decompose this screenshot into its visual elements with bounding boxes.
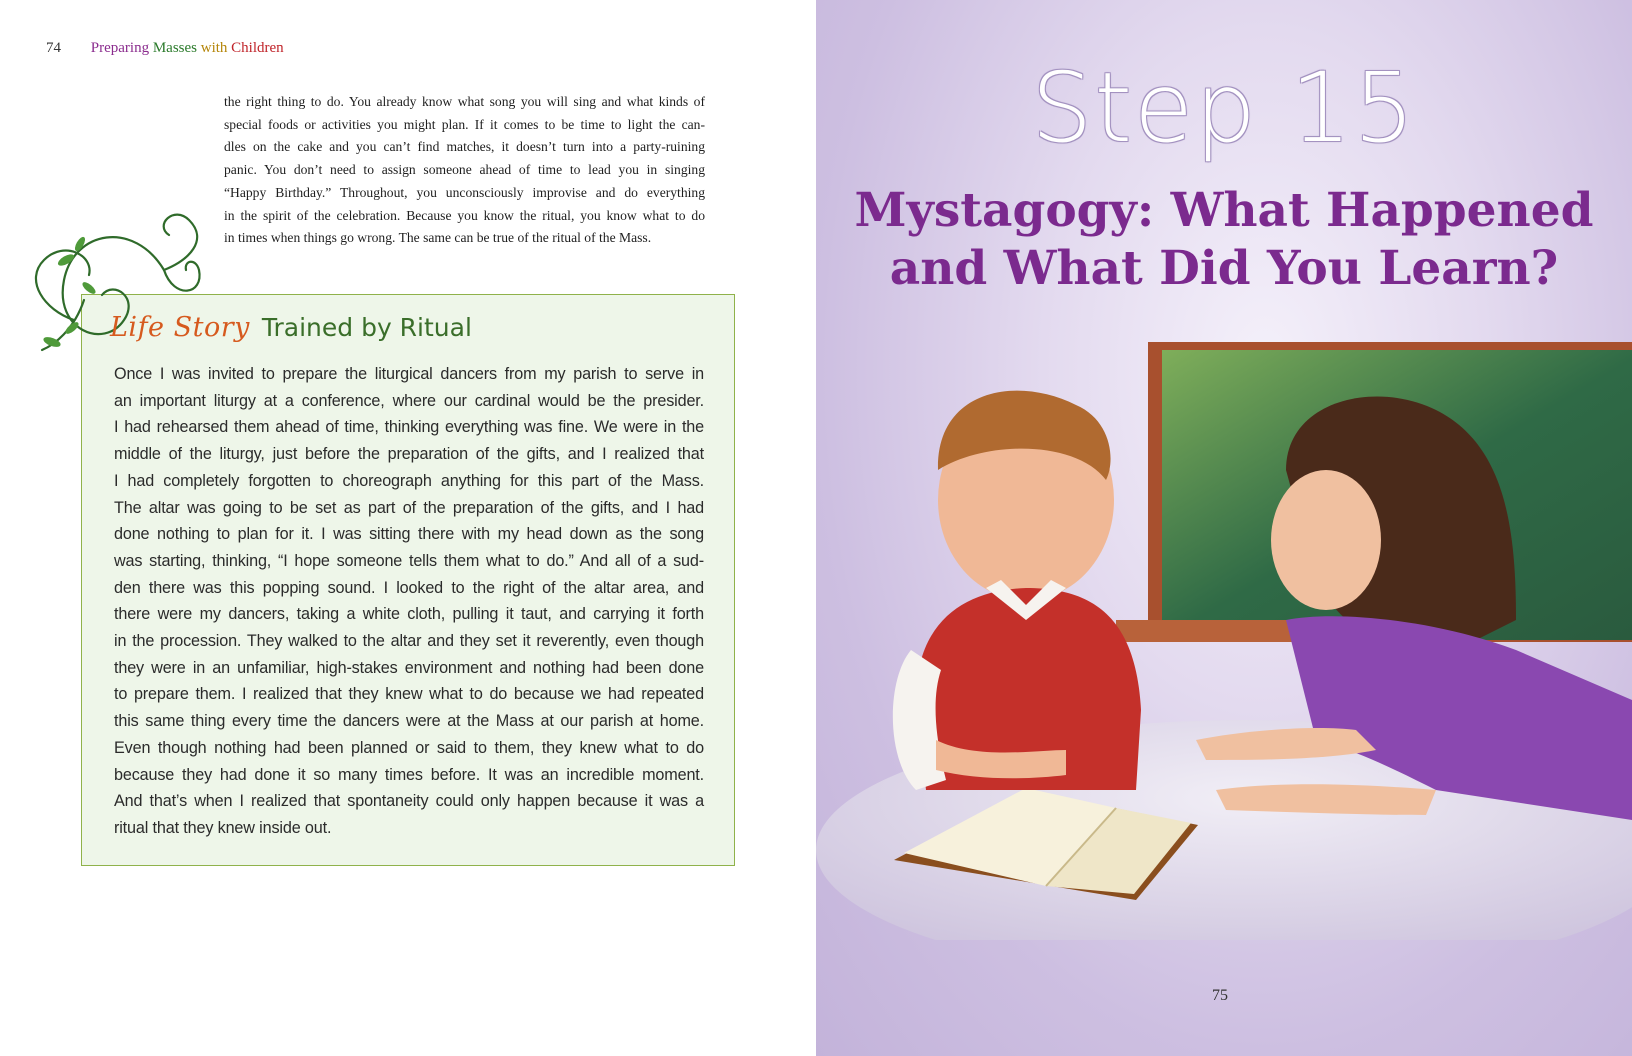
chapter-title-line: Mystagogy: What Happened <box>854 183 1594 238</box>
running-head-word: Preparing <box>90 40 150 56</box>
story-line: Once I was invited to prepare the liturgical dancers from my parish to serve in <box>114 365 704 383</box>
story-line: done nothing to plan for it. I was sitting there with my head down as the song <box>114 525 704 544</box>
life-story-text <box>114 361 704 842</box>
story-line: because they had done it so many times before. It was an incredible moment. <box>114 765 704 784</box>
story-line: ritual that they knew inside out. <box>114 818 332 837</box>
story-line: in the procession. They walked to the altar and they set it reverently, even though <box>114 632 704 651</box>
story-line: was starting, thinking, “I hope someone tells them what to do.” And all of a sud- <box>114 551 704 570</box>
story-line: they were in an unfamiliar, high-stakes environment and nothing had been done <box>114 658 704 677</box>
mystagogy-illustration <box>816 320 1632 940</box>
body-line: dles on the cake and you can’t find matches, it doesn’t turn into a party-ruining <box>224 139 705 155</box>
story-line: I had completely forgotten to choreograph anything for this part of the Mass. <box>114 471 704 490</box>
page-number-right: 75 <box>1212 987 1228 1004</box>
story-line: The altar was going to be set as part of the preparation of the gifts, and I had <box>114 498 704 517</box>
running-head-word: Children <box>231 40 284 56</box>
body-line: special foods or activities you might plan. If it comes to be time to light the can- <box>224 116 705 132</box>
vine-flourish-icon <box>14 200 214 370</box>
running-head-word: Masses <box>152 40 197 56</box>
body-line: the right thing to do. You already know what song you will sing and what kinds of <box>224 94 705 109</box>
step-heading: Step 15 <box>1031 52 1417 164</box>
story-line: an important liturgy at a conference, where our cardinal would be the presider. <box>114 391 704 410</box>
body-line: panic. You don’t need to assign someone ahead of time to lead you in singing <box>224 162 705 178</box>
life-story-kicker: Life Story <box>110 312 250 343</box>
body-paragraph <box>224 91 705 250</box>
story-line: this same thing every time the dancers were at the Mass at our parish at home. <box>114 712 704 731</box>
story-line: Even though nothing had been planned or said to them, they knew what to do <box>114 738 704 757</box>
chapter-title-line: and What Did You Learn? <box>889 241 1559 296</box>
body-line: in the spirit of the celebration. Because you know the ritual, you know what to do <box>224 207 705 223</box>
chapter-title <box>816 182 1632 298</box>
story-line: middle of the liturgy, just before the preparation of the gifts, and I realized that <box>114 445 704 464</box>
body-line: in times when things go wrong. The same can be true of the ritual of the Mass. <box>224 230 652 246</box>
life-story-heading <box>110 312 472 343</box>
story-line: I had rehearsed them ahead of time, thinking everything was fine. We were in the <box>114 418 704 437</box>
page-number-left: 74 <box>46 40 61 56</box>
story-line: den there was this popping sound. I looked to the right of the altar area, and <box>114 578 704 597</box>
running-head-word: with <box>200 40 228 56</box>
story-line: there were my dancers, taking a white cloth, pulling it taut, and carrying it forth <box>114 605 704 624</box>
story-line: And that’s when I realized that spontaneity could only happen because it was a <box>114 792 704 811</box>
story-line: to prepare them. I realized that they knew what to do because we had repeated <box>114 685 704 704</box>
body-line: “Happy Birthday.” Throughout, you unconsciously improvise and do everything <box>224 184 705 200</box>
life-story-title: Trained by Ritual <box>261 313 472 342</box>
running-head <box>46 40 284 57</box>
